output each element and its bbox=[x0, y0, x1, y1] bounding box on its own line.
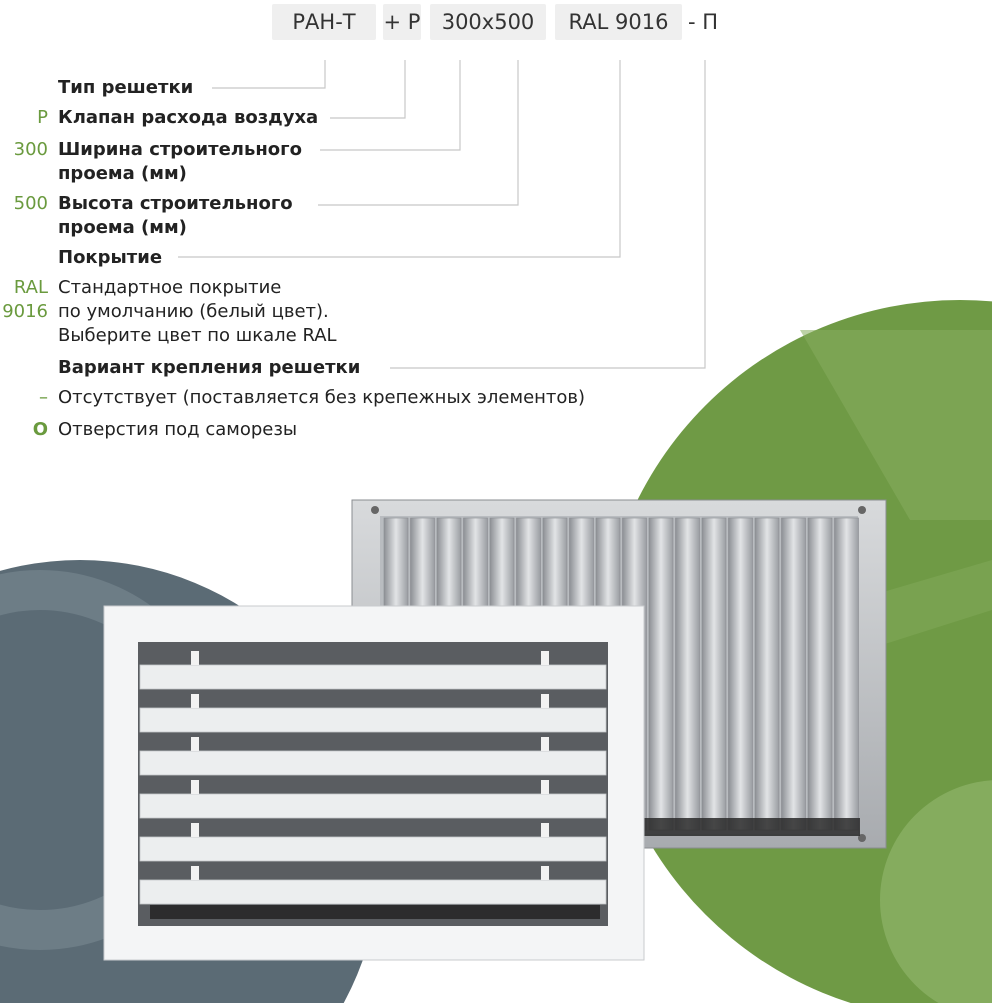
prefix-valve: Р bbox=[37, 107, 48, 128]
label-coating: Покрытие bbox=[58, 247, 163, 268]
label-height-1: Высота строительного bbox=[58, 193, 293, 214]
label-width-1: Ширина строительного bbox=[58, 139, 302, 160]
label-width-2: проема (мм) bbox=[58, 163, 187, 184]
label-mount: Вариант крепления решетки bbox=[58, 357, 361, 378]
ral-desc-2: по умолчанию (белый цвет). bbox=[58, 301, 329, 322]
label-height-2: проема (мм) bbox=[58, 217, 187, 238]
grille-front-image bbox=[104, 606, 644, 960]
ral-desc-3: Выберите цвет по шкале RAL bbox=[58, 325, 337, 346]
damper-blade bbox=[702, 518, 726, 830]
grille-louver bbox=[140, 708, 606, 732]
damper-blade bbox=[808, 518, 832, 830]
louver-pin bbox=[191, 866, 199, 880]
damper-blade bbox=[782, 518, 806, 830]
louver-pin bbox=[191, 651, 199, 665]
grille-louver bbox=[140, 880, 606, 904]
louver-pin bbox=[191, 780, 199, 794]
prefix-mount-none: – bbox=[39, 387, 48, 408]
code-size-box: 300x500 bbox=[430, 4, 546, 40]
damper-blade bbox=[755, 518, 779, 830]
louver-pin bbox=[541, 780, 549, 794]
louver-pin bbox=[541, 694, 549, 708]
grille-louver bbox=[140, 837, 606, 861]
code-ral-box: RAL 9016 bbox=[555, 4, 682, 40]
louver-pin bbox=[541, 823, 549, 837]
prefix-height: 500 bbox=[13, 193, 48, 214]
label-grille-type: Тип решетки bbox=[58, 77, 194, 98]
louver-pin bbox=[191, 737, 199, 751]
code-valve-box: + Р bbox=[383, 4, 421, 40]
ral-desc-1: Стандартное покрытие bbox=[58, 277, 282, 298]
louver-pin bbox=[541, 737, 549, 751]
prefix-ral-1: RAL bbox=[13, 277, 48, 298]
damper-blade bbox=[835, 518, 859, 830]
mount-none-desc: Отсутствует (поставляется без крепежных элементов) bbox=[58, 387, 586, 408]
mount-holes-desc: Отверстия под саморезы bbox=[58, 419, 298, 440]
damper-blade bbox=[676, 518, 700, 830]
code-type-box: РАН-Т bbox=[272, 4, 376, 40]
prefix-width: 300 bbox=[13, 139, 48, 160]
grille-louver bbox=[140, 751, 606, 775]
grille-louver bbox=[140, 665, 606, 689]
prefix-mount-holes: О bbox=[32, 419, 48, 440]
damper-blade bbox=[729, 518, 753, 830]
damper-blade bbox=[649, 518, 673, 830]
prefix-ral-2: 9016 bbox=[2, 301, 48, 322]
louver-pin bbox=[541, 866, 549, 880]
louver-pin bbox=[191, 694, 199, 708]
grille-louver bbox=[140, 794, 606, 818]
louver-pin bbox=[541, 651, 549, 665]
louver-pin bbox=[191, 823, 199, 837]
label-valve: Клапан расхода воздуха bbox=[58, 107, 319, 128]
code-mount-box: - П bbox=[686, 4, 720, 40]
